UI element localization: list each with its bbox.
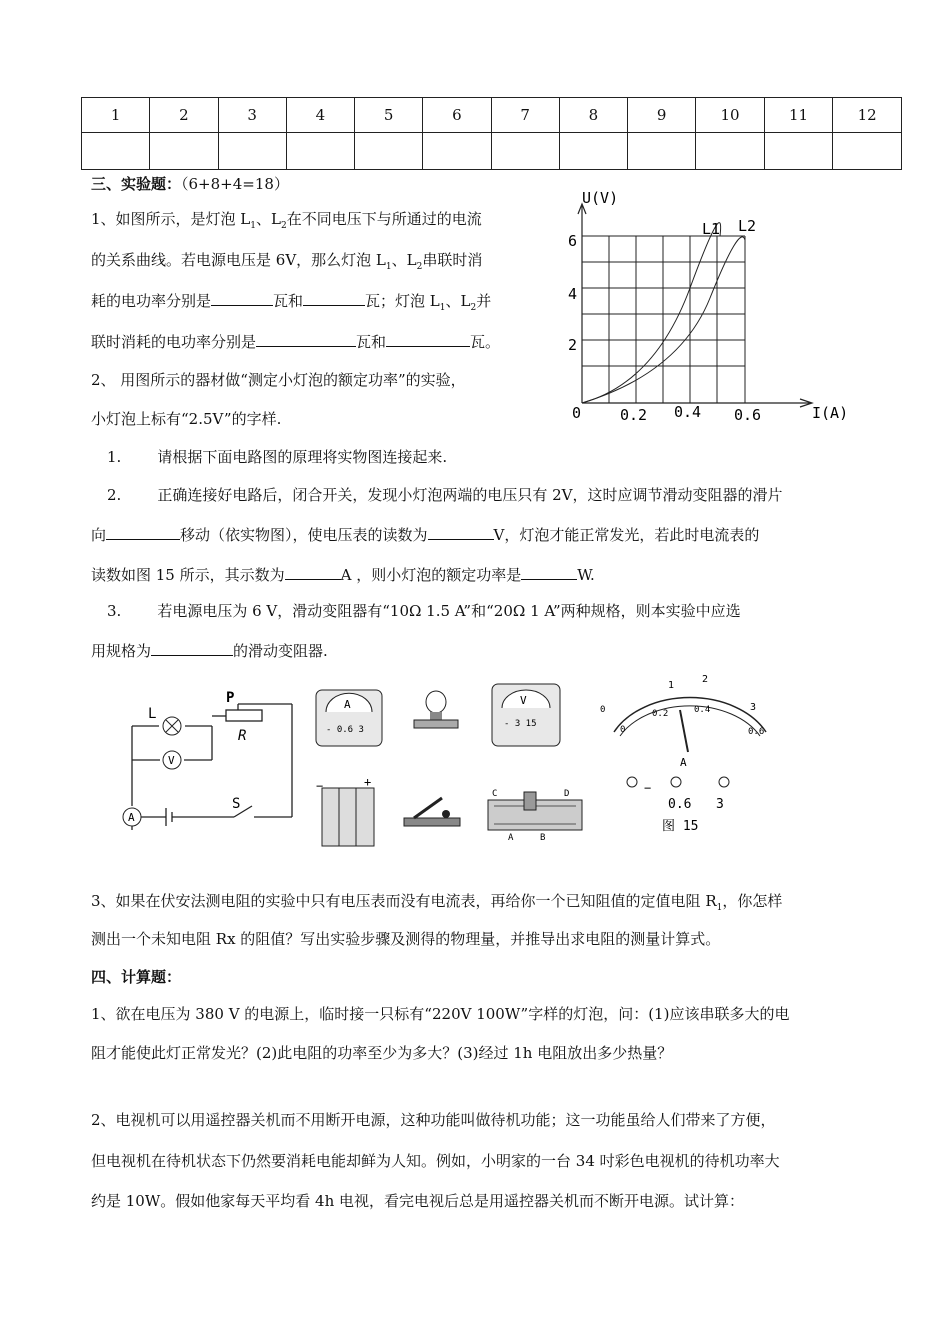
answer-cell[interactable]	[491, 133, 559, 170]
ammeter-device-label: A	[344, 698, 351, 711]
item-number: 3.	[107, 602, 122, 620]
answer-col-10: 10	[696, 98, 765, 133]
q2-item2-line2	[91, 524, 759, 545]
meter-bottom-tick: 0.4	[694, 705, 711, 715]
q1-line3	[91, 290, 491, 313]
answer-cell[interactable]	[559, 133, 627, 170]
meter-bottom-tick: 0.6	[748, 727, 765, 737]
answer-table-header-row	[82, 98, 902, 133]
section3-heading: 三、实验题：	[91, 175, 182, 193]
answer-cell[interactable]	[423, 133, 491, 170]
answer-table-blank-row	[82, 133, 902, 170]
meter-terminal: −	[644, 781, 652, 795]
answer-cell[interactable]	[696, 133, 765, 170]
figure-caption: 图 15	[662, 819, 699, 834]
answer-col-7: 7	[491, 98, 559, 133]
svg-text:−: −	[316, 779, 324, 793]
q3-line1	[91, 890, 782, 913]
meter-zero-bottom: 0	[620, 725, 626, 735]
s4-q1-line2: 阻才能使此灯正常发光？(2)此电阻的功率至少为多大？(3)经过 1h 电阻放出多少热量？	[91, 1044, 673, 1062]
ammeter-device	[316, 690, 382, 746]
item-text: 移动（依实物图），使电压表的读数为	[180, 526, 428, 544]
meter-needle	[680, 710, 688, 752]
s4-q1-line1: 1、欲在电压为 380 V 的电源上，临时接一只标有“220V 100W”字样的灯泡，问：(1)应该串联多大的电	[91, 1005, 790, 1023]
y-tick: 2	[568, 336, 578, 354]
q1-text: 在不同电压下与所通过的电流	[286, 210, 482, 228]
section3-score: （6+8+4=18）	[181, 175, 289, 193]
item-number: 2.	[107, 486, 122, 504]
q2-item1	[107, 446, 447, 467]
item-text: 向	[91, 526, 107, 544]
answer-col-8: 8	[559, 98, 627, 133]
curve-label: L2	[738, 217, 757, 235]
answer-col-6: 6	[423, 98, 491, 133]
answer-col-4: 4	[286, 98, 354, 133]
section3-heading-line	[91, 173, 289, 194]
item-text: 用规格为	[91, 642, 152, 660]
q1-text: 、L	[391, 251, 417, 269]
q2-item3	[107, 600, 741, 621]
rheostat-terminal-a: A	[508, 833, 514, 843]
battery-device	[316, 775, 374, 846]
circuit-diagram	[112, 690, 302, 850]
q3-text: 3、如果在伏安法测电阻的实验中只有电压表而没有电流表，再给你一个已知阻值的定值电阻 R	[91, 892, 717, 910]
y-tick: 4	[568, 285, 578, 303]
curve-l1	[582, 223, 721, 403]
answer-blank[interactable]	[106, 525, 180, 540]
s4-q2-line3: 约是 10W。假如他家每天平均看 4h 电视，看完电视后总是用遥控器关机而不断开电源。试计算：	[91, 1192, 745, 1210]
answer-blank[interactable]	[521, 565, 577, 580]
q1-text: 联时消耗的电功率分别是	[91, 333, 257, 351]
q1-line2	[91, 249, 482, 272]
meter-terminal: 3	[716, 797, 724, 812]
answer-blank[interactable]	[386, 332, 470, 347]
q3-text: ，你怎样	[722, 892, 783, 910]
y-tick: 6	[568, 232, 578, 250]
svg-text:+: +	[364, 775, 372, 789]
answer-blank[interactable]	[151, 641, 233, 656]
curve-label: L1	[702, 220, 721, 238]
answer-col-9: 9	[628, 98, 696, 133]
sub-1: 1	[716, 903, 723, 913]
answer-blank[interactable]	[256, 332, 356, 347]
voltmeter-device	[492, 684, 560, 746]
x-tick: 0.4	[674, 403, 702, 421]
switch-device	[404, 798, 460, 826]
q1-text: 耗的电功率分别是	[91, 292, 212, 310]
q1-line1	[91, 208, 482, 231]
answer-col-1: 1	[82, 98, 150, 133]
answer-col-11: 11	[764, 98, 833, 133]
q1-text: 串联时消	[422, 251, 483, 269]
answer-blank[interactable]	[285, 565, 341, 580]
item-text: W.	[577, 566, 595, 584]
q1-text: 的关系曲线。若电源电压是 6V，那么灯泡 L	[91, 251, 386, 269]
item-text: V，灯泡才能正常发光，若此时电流表的	[493, 526, 760, 544]
resistor-label: R	[238, 728, 247, 744]
q1-line4	[91, 331, 500, 352]
answer-col-3: 3	[218, 98, 286, 133]
apparatus-illustrations	[312, 682, 592, 852]
answer-cell[interactable]	[150, 133, 218, 170]
q1-text: 并	[476, 292, 492, 310]
q2-line1: 2、 用图所示的器材做“测定小灯泡的额定功率”的实验，	[91, 371, 466, 389]
item-text: 正确连接好电路后，闭合开关，发现小灯泡两端的电压只有 2V，这时应调节滑动变阻器的滑片	[157, 486, 783, 504]
q3-line2: 测出一个未知电阻 Rx 的阻值？写出实验步骤及测得的物理量，并推导出求电阻的测量计算式。	[91, 930, 721, 948]
answer-cell[interactable]	[628, 133, 696, 170]
sub-2: 2	[416, 262, 423, 272]
sub-2: 2	[470, 303, 477, 313]
item-text: A ，则小灯泡的额定功率是	[340, 566, 522, 584]
x-axis-label: I(A)	[812, 404, 849, 422]
switch-label: S	[232, 796, 241, 812]
rheostat-terminal-d: D	[564, 789, 570, 799]
meter-bottom-tick: 0.2	[652, 709, 669, 719]
sub-1: 1	[250, 221, 257, 231]
rheostat-symbol	[226, 710, 262, 721]
q1-text: 瓦和	[356, 333, 387, 351]
q2-item2-line3	[91, 564, 595, 585]
answer-cell[interactable]	[218, 133, 286, 170]
rheostat-terminal-c: C	[492, 789, 498, 799]
ui-graph	[560, 188, 860, 428]
answer-col-2: 2	[150, 98, 218, 133]
q1-text: 、L	[445, 292, 471, 310]
x-tick: 0.2	[620, 406, 648, 424]
meter-top-tick: 2	[702, 674, 709, 685]
x-tick: 0.6	[734, 406, 762, 424]
voltmeter-symbol-label: V	[168, 754, 175, 767]
answer-blank[interactable]	[211, 291, 273, 306]
q1-text: 1、如图所示，是灯泡 L	[91, 210, 251, 228]
item-text: 若电源电压为 6 V，滑动变阻器有“10Ω 1.5 A”和“20Ω 1 A”两种规格，则本实验中应选	[157, 602, 741, 620]
slider-label: P	[226, 690, 235, 706]
answer-cell[interactable]	[764, 133, 833, 170]
item-text: 读数如图 15 所示，其示数为	[91, 566, 285, 584]
ammeter-device-terminals: - 0.6 3	[326, 725, 364, 735]
answer-blank[interactable]	[303, 291, 365, 306]
item-text: 的滑动变阻器.	[233, 642, 328, 660]
ammeter-symbol-label: A	[128, 811, 135, 824]
answer-col-5: 5	[355, 98, 423, 133]
voltmeter-device-label: V	[520, 694, 527, 707]
rheostat-device	[488, 789, 582, 843]
q2-line2: 小灯泡上标有“2.5V”的字样.	[91, 410, 282, 428]
s4-q2-line1: 2、电视机可以用遥控器关机而不用断开电源，这种功能叫做待机功能；这一功能虽给人们带来了方便，	[91, 1111, 776, 1129]
meter-terminal: 0.6	[668, 797, 692, 812]
q1-text: 瓦。	[470, 333, 501, 351]
meter-zero-top: 0	[600, 705, 606, 715]
voltmeter-device-terminals: - 3 15	[504, 719, 537, 729]
answer-cell[interactable]	[833, 133, 902, 170]
answer-cell[interactable]	[355, 133, 423, 170]
section4-heading: 四、计算题：	[91, 968, 182, 986]
meter-unit: A	[680, 756, 687, 769]
meter-figure-15	[596, 670, 786, 840]
meter-top-tick: 3	[750, 702, 757, 713]
q1-text: 、L	[256, 210, 281, 228]
item-number: 1.	[107, 448, 122, 466]
answer-table	[81, 97, 902, 170]
sub-1: 1	[385, 262, 392, 272]
origin-label: 0	[572, 404, 582, 422]
answer-cell[interactable]	[82, 133, 150, 170]
q2-item2	[107, 484, 782, 505]
sub-1: 1	[439, 303, 446, 313]
rheostat-terminal-b: B	[540, 833, 546, 843]
q1-text: 瓦；灯泡 L	[365, 292, 440, 310]
answer-blank[interactable]	[428, 525, 494, 540]
sub-2: 2	[280, 221, 287, 231]
q2-item3-line2	[91, 640, 328, 661]
lamp-label: L	[148, 706, 157, 722]
answer-cell[interactable]	[286, 133, 354, 170]
answer-col-12: 12	[833, 98, 902, 133]
q1-text: 瓦和	[273, 292, 304, 310]
y-axis-label: U(V)	[582, 189, 619, 207]
bulb-device	[414, 691, 458, 728]
meter-top-tick: 1	[668, 680, 675, 691]
s4-q2-line2: 但电视机在待机状态下仍然要消耗电能却鲜为人知。例如，小明家的一台 34 吋彩色电视机的待机功率大	[91, 1152, 780, 1170]
item-text: 请根据下面电路图的原理将实物图连接起来.	[157, 448, 448, 466]
